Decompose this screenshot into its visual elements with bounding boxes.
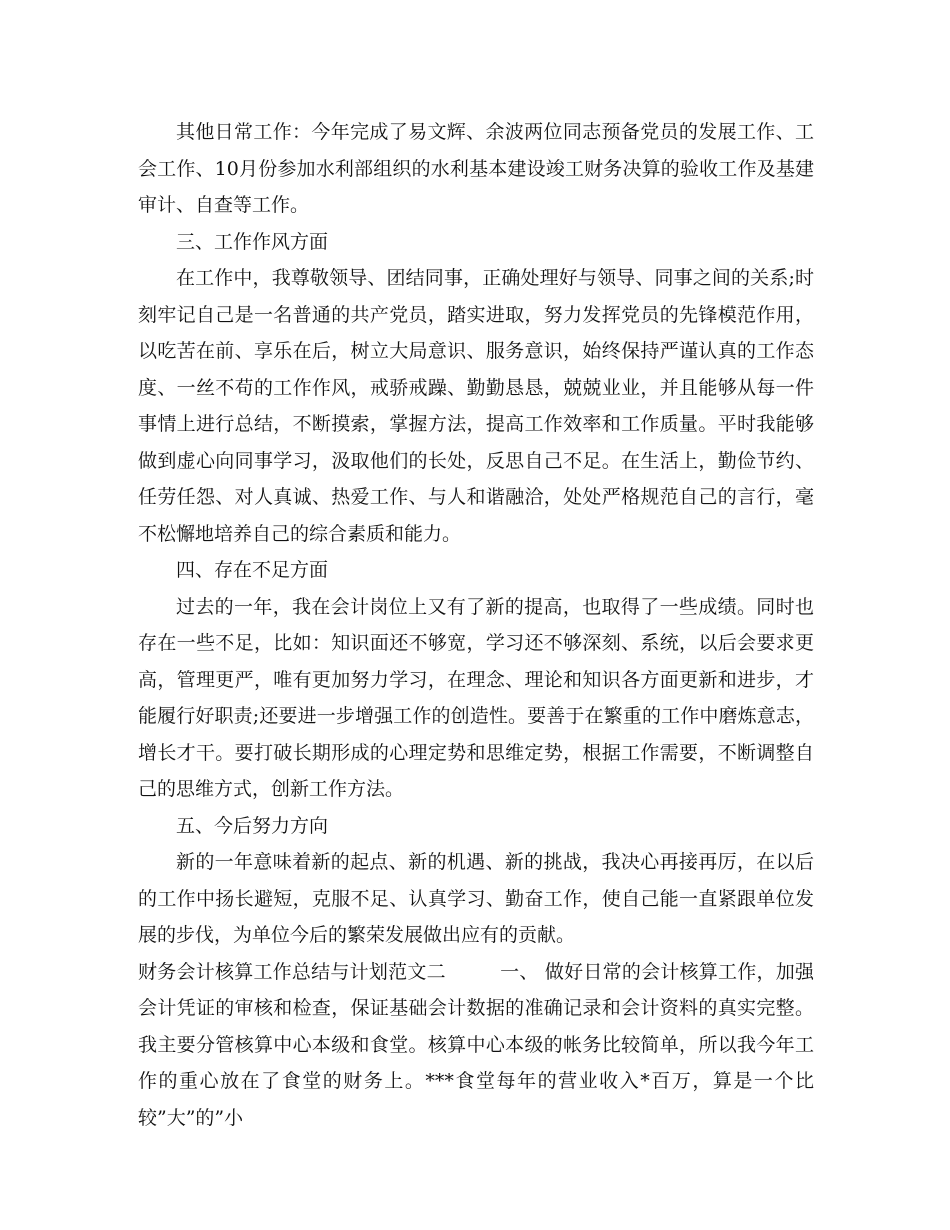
paragraph-work-style: 在工作中，我尊敬领导、团结同事，正确处理好与领导、同事之间的关系;时刻牢记自己是一名普通的共产党员，踏实进取，努力发挥党员的先锋模范作用，以吃苦在前、享乐在后，树立大局意识、服务意识，始终保持严谨认真的工作态度、一丝不苟的工作作风，戒骄戒躁、勤勤恳恳，兢兢业业，并且能够从每一件事情上进行总结，不断摸索，掌握方法，提高工作效率和工作质量。平时我能够做到虚心向同事学习，汲取他们的长处，反思自己不足。在生活上，勤俭节约、任劳任怨、对人真诚、热爱工作、与人和谐融洽，处处严格规范自己的言行，毫不松懈地培养自己的综合素质和能力。 [138,267,814,545]
paragraph-section-two: 一、 做好日常的会计核算工作，加强会计凭证的审核和检查，保证基础会计数据的准确记录和会计资料的真实完整。我主要分管核算中心本级和食堂。核算中心本级的帐务比较简单，所以我今年工作的重心放在了食堂的财务上。***食堂每年的营业收入*百万，算是一个比较”大”的”小 [138,960,814,1129]
paragraph-daily-work: 其他日常工作：今年完成了易文辉、余波两位同志预备党员的发展工作、工会工作、10月份参加水利部组织的水利基本建设竣工财务决算的验收工作及基建审计、自查等工作。 [138,121,814,216]
section-two-start [138,954,814,1137]
paragraph-shortcomings: 过去的一年，我在会计岗位上又有了新的提高，也取得了一些成绩。同时也存在一些不足，比如：知识面还不够宽，学习还不够深刻、系统，以后会要求更高，管理更严，唯有更加努力学习，在理念、理论和知识各方面更新和进步，才能履行好职责;还要进一步增强工作的创造性。要善于在繁重的工作中磨炼意志，增长才干。要打破长期形成的心理定势和思维定势，根据工作需要，不断调整自己的思维方式，创新工作方法。 [138,595,814,800]
heading-shortcomings: 四、存在不足方面 [176,559,329,581]
paragraph-future-direction: 新的一年意味着新的起点、新的机遇、新的挑战，我决心再接再厉，在以后的工作中扬长避短，克服不足、认真学习、勤奋工作，使自己能一直紧跟单位发展的步伐，为单位今后的繁荣发展做出应有的贡献。 [138,851,814,946]
heading-work-style: 三、工作作风方面 [176,230,329,253]
heading-future-direction: 五、今后努力方向 [176,814,329,837]
section-two-title: 财务会计核算工作总结与计划范文二 [138,960,446,983]
document-body [138,114,814,1136]
